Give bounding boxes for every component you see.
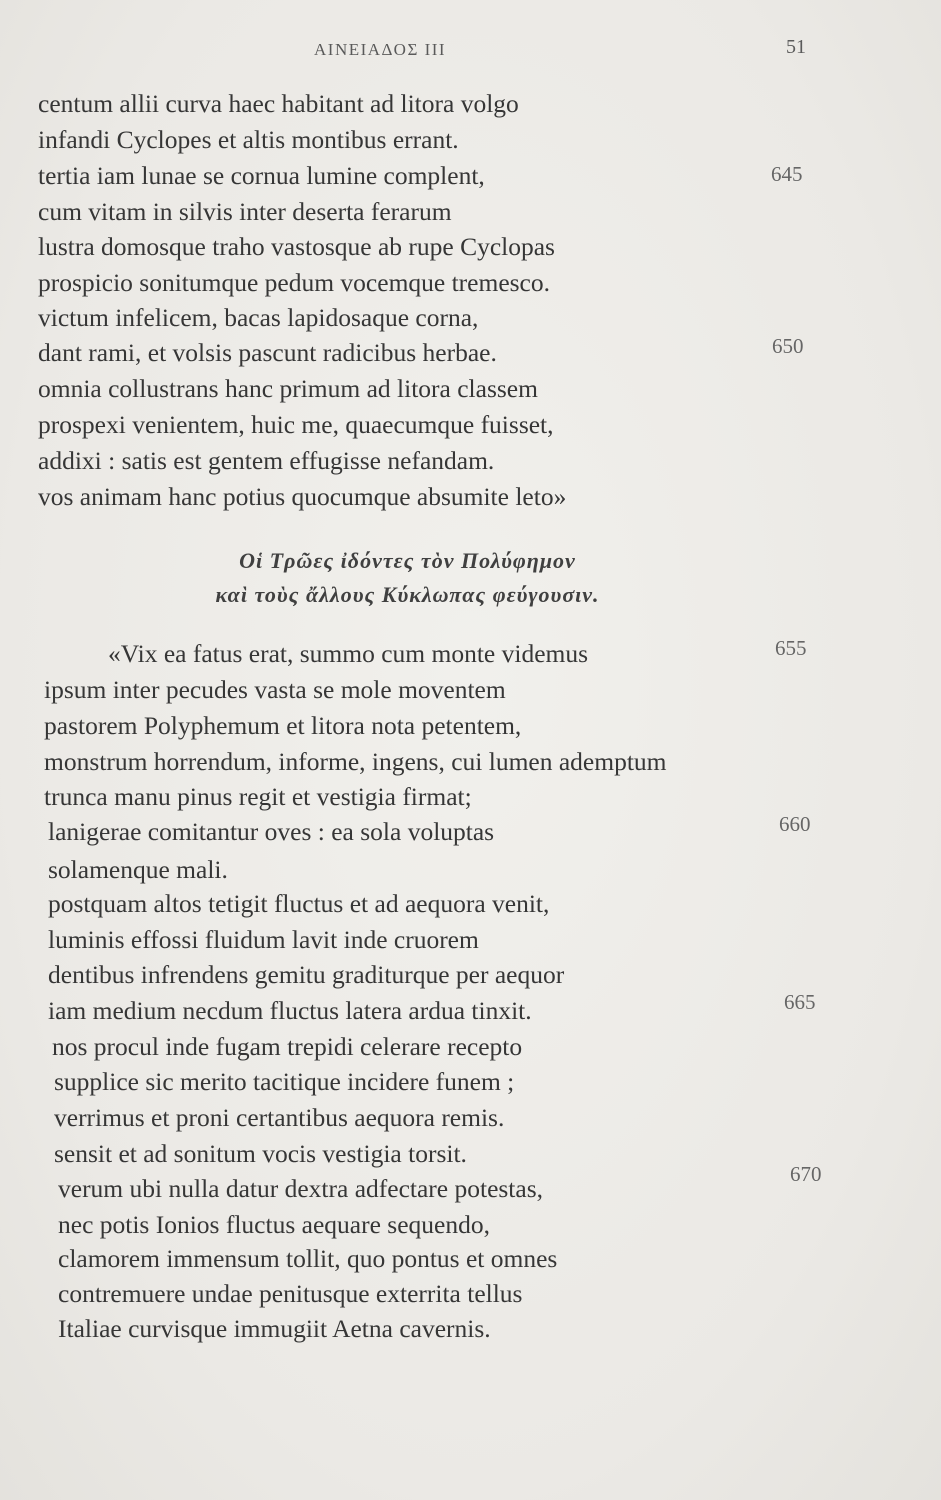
verse-line: infandi Cyclopes et altis montibus errant.: [38, 125, 459, 154]
verse-line: victum infelicem, bacas lapidosaque corna,: [38, 303, 479, 332]
verse-line: tertia iam lunae se cornua lumine complent,: [38, 161, 485, 190]
line-number: 670: [790, 1162, 822, 1186]
line-number: 650: [772, 334, 804, 358]
verse-line: lanigerae comitantur oves : ea sola voluptas: [48, 817, 495, 846]
verse-line: verum ubi nulla datur dextra adfectare potestas,: [58, 1174, 544, 1203]
verse-line: monstrum horrendum, informe, ingens, cui lumen ademptum: [44, 747, 667, 776]
line-number: 655: [775, 636, 807, 660]
verse-line: «Vix ea fatus erat, summo cum monte videmus: [108, 639, 589, 668]
verse-line: lustra domosque traho vastosque ab rupe Cyclopas: [38, 232, 555, 261]
verse-line: postquam altos tetigit fluctus et ad aequora venit,: [48, 889, 550, 918]
verse-line: prospexi venientem, huic me, quaecumque fuisset,: [38, 410, 554, 439]
verse-line: verrimus et proni certantibus aequora remis.: [54, 1103, 505, 1132]
verse-line: ipsum inter pecudes vasta se mole moventem: [44, 675, 506, 704]
verse-line: sensit et ad sonitum vocis vestigia torsit.: [54, 1139, 467, 1168]
verse-line: dentibus infrendens gemitu graditurque per aequor: [48, 960, 565, 989]
verse-line: cum vitam in silvis inter deserta ferarum: [38, 197, 452, 226]
verse-line: addixi : satis est gentem effugisse nefandam.: [38, 446, 495, 475]
line-number: 645: [771, 162, 803, 186]
verse-line: Italiae curvisque immugiit Aetna cavernis.: [58, 1314, 491, 1343]
verse-line: clamorem immensum tollit, quo pontus et omnes: [58, 1244, 558, 1273]
verse-line: iam medium necdum fluctus latera ardua tinxit.: [48, 996, 532, 1025]
verse-line: centum allii curva haec habitant ad litora volgo: [38, 89, 519, 118]
line-number: 660: [779, 812, 811, 836]
section-heading-line-1: Οἱ Τρῶες ἰδόντες τὸν Πολύφημον: [239, 548, 576, 573]
verse-line: contremuere undae penitusque exterrita tellus: [58, 1279, 523, 1308]
verse-line: prospicio sonitumque pedum vocemque tremesco.: [38, 268, 551, 297]
verse-line: nec potis Ionios fluctus aequare sequendo,: [58, 1210, 490, 1239]
verse-line: omnia collustrans hanc primum ad litora classem: [38, 374, 538, 403]
line-number: 665: [784, 990, 816, 1014]
verse-line: dant rami, et volsis pascunt radicibus herbae.: [38, 338, 497, 367]
verse-line: luminis effossi fluidum lavit inde cruorem: [48, 925, 479, 954]
verse-line: trunca manu pinus regit et vestigia firmat;: [44, 782, 472, 811]
verse-line: vos animam hanc potius quocumque absumite leto»: [38, 482, 567, 511]
running-title: ΑΙΝΕΙΑΔΟΣ ΙΙΙ: [314, 40, 447, 59]
verse-line: nos procul inde fugam trepidi celerare recepto: [52, 1032, 523, 1061]
verse-line: supplice sic merito tacitique incidere funem ;: [54, 1067, 515, 1096]
verse-line: solamenque mali.: [48, 855, 228, 884]
page-number: 51: [786, 36, 806, 58]
verse-line: pastorem Polyphemum et litora nota petentem,: [44, 711, 522, 740]
section-heading-line-2: καὶ τοὺς ἄλλους Κύκλωπας φεύγουσιν.: [215, 582, 600, 607]
